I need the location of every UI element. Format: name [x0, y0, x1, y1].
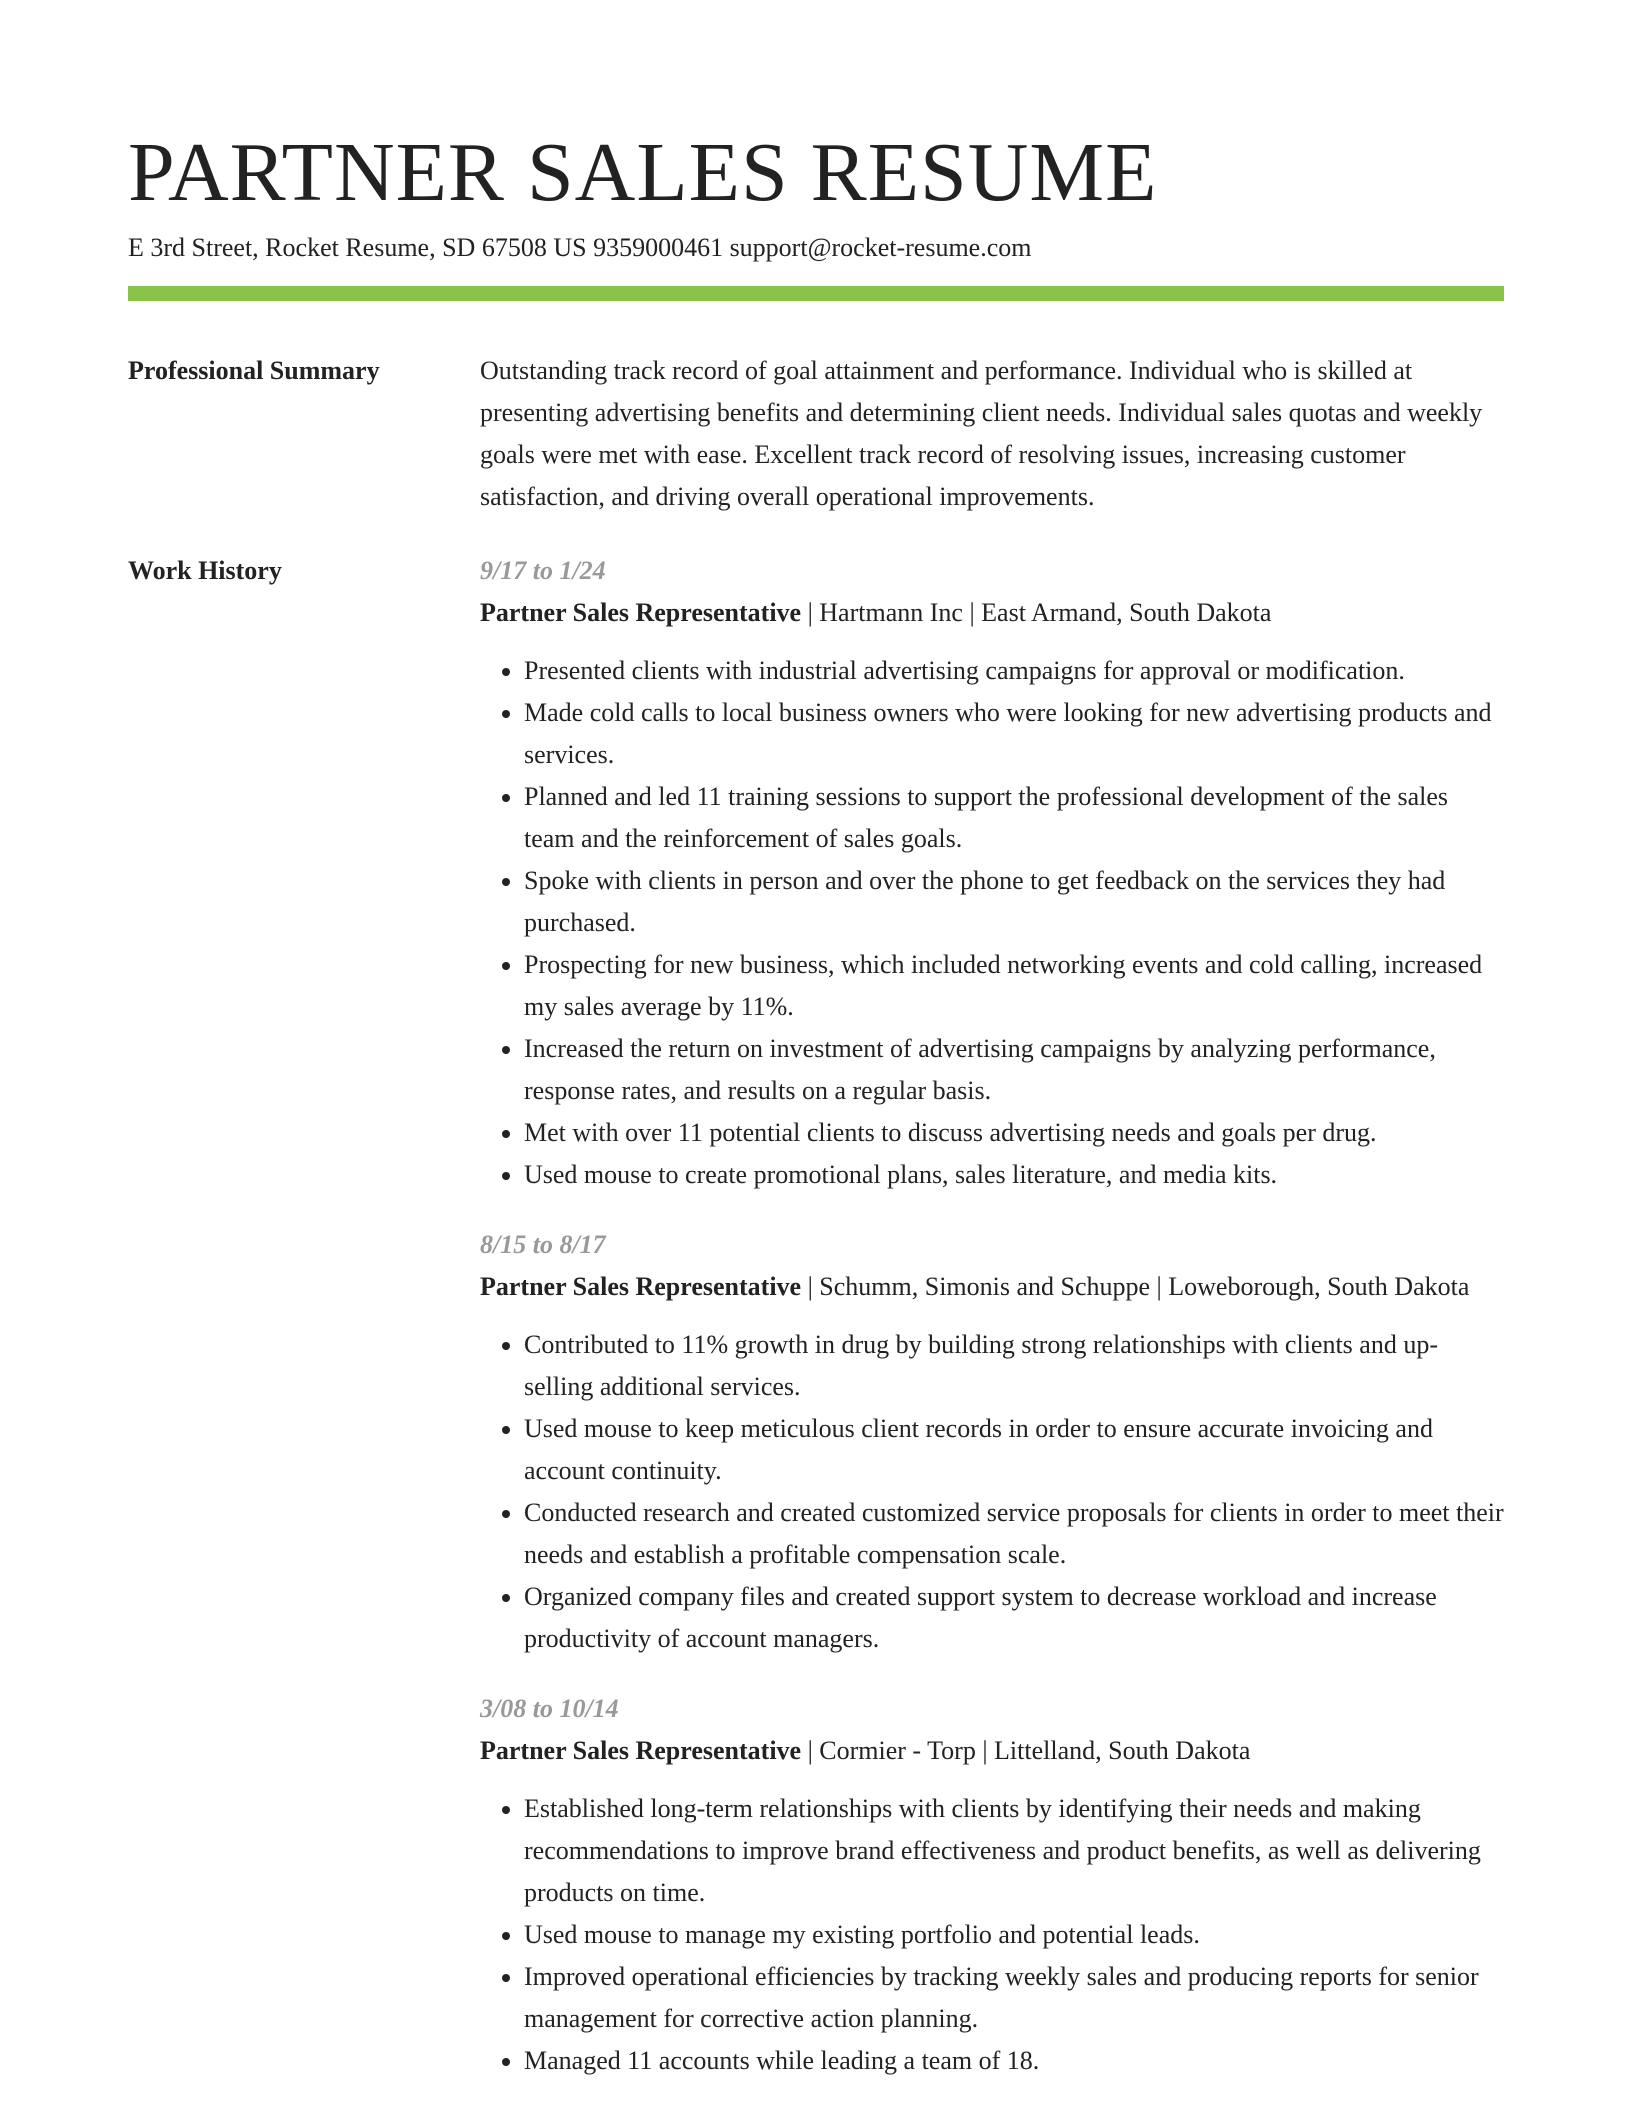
- list-item: • Conducted research and created customized service proposals for clients in order to meet their needs and establish a profitable compensation scale.: [524, 1492, 1504, 1576]
- job-title: Partner Sales Representative: [480, 1736, 802, 1765]
- list-item: • Used mouse to manage my existing portfolio and potential leads.: [524, 1914, 1504, 1956]
- job-heading: [480, 1266, 1504, 1308]
- job-title: Partner Sales Representative: [480, 598, 802, 627]
- job-bullets: [480, 1788, 1504, 2082]
- list-item: • Increased the return on investment of advertising campaigns by analyzing performance, response rates, and results on a regular basis.: [524, 1028, 1504, 1112]
- job-dates: 8/15 to 8/17: [480, 1230, 606, 1259]
- list-item: • Planned and led 11 training sessions to support the professional development of the sales team and the reinforcement of sales goals.: [524, 776, 1504, 860]
- job-bullets: [480, 650, 1504, 1196]
- list-item: • Used mouse to keep meticulous client records in order to ensure accurate invoicing and account continuity.: [524, 1408, 1504, 1492]
- list-item: • Met with over 11 potential clients to discuss advertising needs and goals per drug.: [524, 1112, 1504, 1154]
- list-item: • Used mouse to create promotional plans, sales literature, and media kits.: [524, 1154, 1504, 1196]
- list-item: • Organized company files and created support system to decrease workload and increase productivity of account managers.: [524, 1576, 1504, 1660]
- job-details: | Schumm, Simonis and Schuppe | Loweborough, South Dakota: [801, 1272, 1470, 1301]
- job-title: Partner Sales Representative: [480, 1272, 802, 1301]
- job-dates: 3/08 to 10/14: [480, 1694, 619, 1723]
- job-heading: [480, 1730, 1504, 1772]
- list-item: • Contributed to 11% growth in drug by building strong relationships with clients and up-selling additional services.: [524, 1324, 1504, 1408]
- list-item: • Improved operational efficiencies by tracking weekly sales and producing reports for senior management for corrective action planning.: [524, 1956, 1504, 2040]
- list-item: • Presented clients with industrial advertising campaigns for approval or modification.: [524, 650, 1504, 692]
- job-details: | Cormier - Torp | Littelland, South Dakota: [801, 1736, 1251, 1765]
- header-divider: [128, 286, 1504, 301]
- job-entry: [480, 1224, 1504, 1660]
- summary-label: Professional Summary: [128, 356, 380, 385]
- job-entry: [480, 550, 1504, 1196]
- job-details: | Hartmann Inc | East Armand, South Dakota: [801, 598, 1272, 627]
- list-item: • Spoke with clients in person and over the phone to get feedback on the services they had purchased.: [524, 860, 1504, 944]
- summary-text: Outstanding track record of goal attainment and performance. Individual who is skilled at presenting advertising benefits and determining client needs. Individual sales quotas and weekly goals were met with ease. Excellent track record of resolving issues, increasing customer satisfaction, and driving overall operational improvements.: [480, 356, 1483, 511]
- work-history-section: [480, 550, 1504, 2110]
- list-item: • Managed 11 accounts while leading a team of 18.: [524, 2040, 1504, 2082]
- job-entry: [480, 1688, 1504, 2082]
- job-heading: [480, 592, 1504, 634]
- summary-section: [480, 350, 1504, 518]
- list-item: • Made cold calls to local business owners who were looking for new advertising products and services.: [524, 692, 1504, 776]
- job-bullets: [480, 1324, 1504, 1660]
- list-item: • Established long-term relationships with clients by identifying their needs and making recommendations to improve brand effectiveness and product benefits, as well as delivering products on time.: [524, 1788, 1504, 1914]
- list-item: • Prospecting for new business, which included networking events and cold calling, increased my sales average by 11%.: [524, 944, 1504, 1028]
- resume-title: PARTNER SALES RESUME: [128, 126, 1158, 219]
- job-dates: 9/17 to 1/24: [480, 556, 606, 585]
- contact-line: E 3rd Street, Rocket Resume, SD 67508 US 9359000461 support@rocket-resume.com: [128, 233, 1032, 262]
- work-history-label: Work History: [128, 556, 282, 585]
